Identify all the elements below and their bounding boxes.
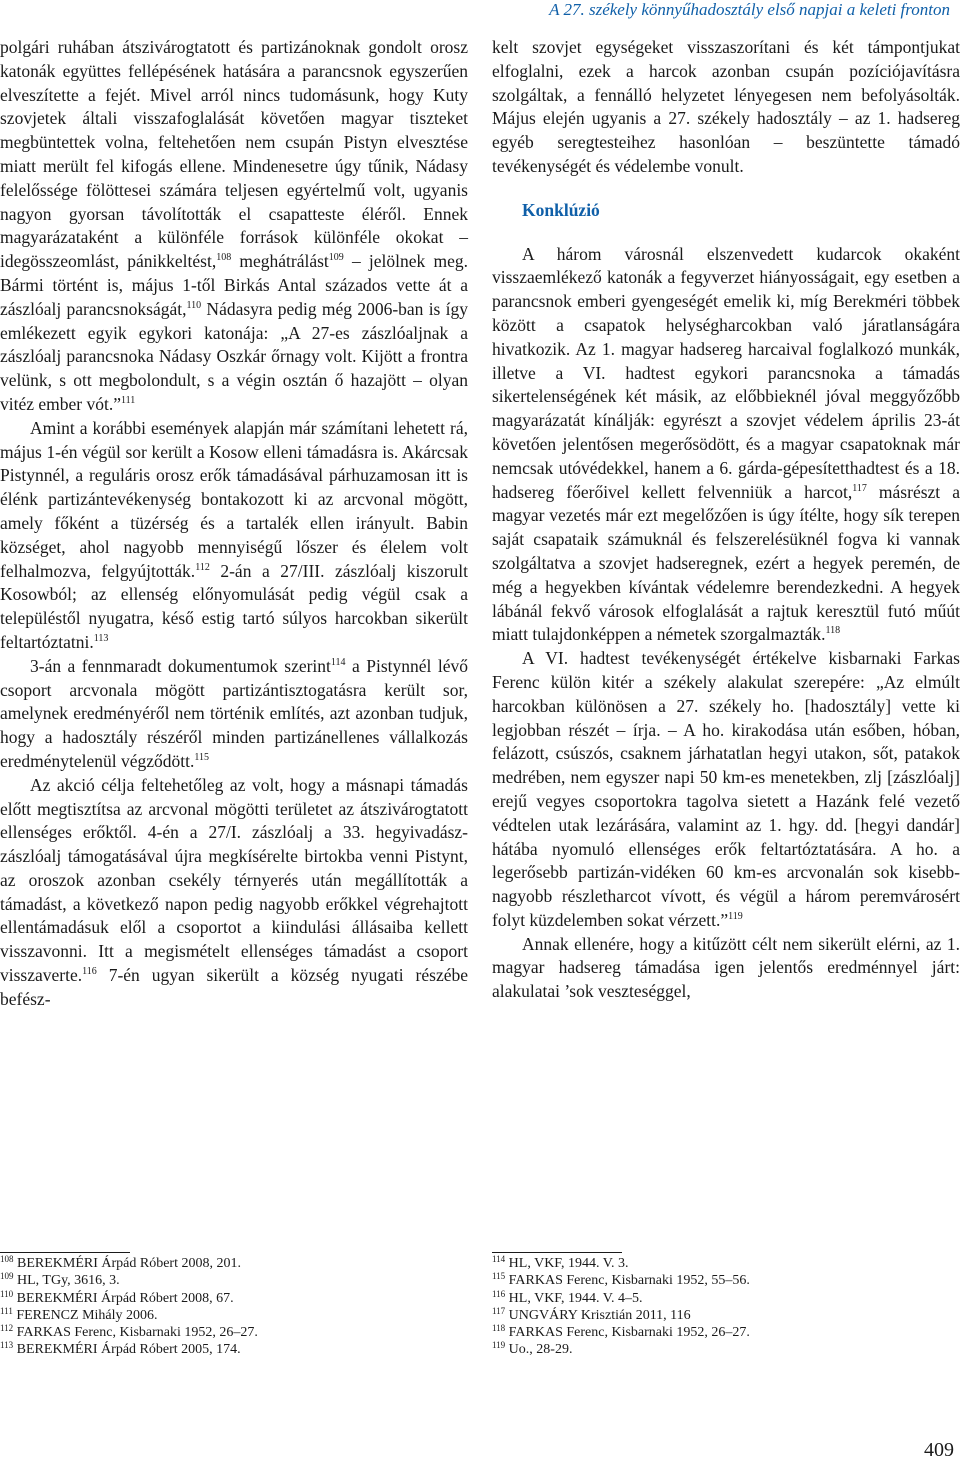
footnote-number: 113: [0, 1340, 14, 1351]
text-run: Amint a korábbi események alapján már számítani lehetett rá, május 1-én végül sor került a Kosow elleni támadásra is. Akárcsak Pistynnél, a reguláris orosz erők támadásával párhuzamosan itt is élénk partizántevékenység bontakozott ki az arcvonal mögött, amely főként a tüzérség és a tartalék ellen irányult. Babin községet, ahol nagyobb mennyiségű lőszer és élelem volt felhalmozva, felgyújtották.: [0, 417, 468, 581]
footnote-ref: 116: [82, 966, 97, 978]
footnote-text: Uo., 28-29.: [505, 1342, 573, 1358]
footnote: [492, 1307, 952, 1324]
footnote-ref: 111: [121, 394, 136, 406]
text-run: A VI. hadtest tevékenységét értékelve kisbarnaki Farkas Ferenc külön kitér a székely alakulat szerepére: „Az elmúlt harcokban különösen a 27. székely ho. [hadosztály] vette ki legjobban részét – írja. – A ho. kirakodása után esőben, hóban, felázott, csúszós, csaknem járhatatlan hegyi utakon, sőt, patakok medrében, nem egyszer napi 50 km-es menetekben, zlj [zászlóalj] erejű vegyes csoportokra tagolva sietett a Hazánk felé vezető védtelen utak lezárására, valamint az 1. hgy. dd. [hegyi dandár] hátába nyomuló ellenséges erők feltartóztatására. A ho. a legerősebb partizán-vidéken 60 km-es arcvonalán sok kisebb-nagyobb részletharcot vívott, és végül a három peremvárosért folyt küzdelemben sokat vérzett.”: [492, 648, 960, 930]
footnote: [0, 1341, 470, 1358]
running-title: A 27. székely könnyűhadosztály első napjai a keleti fronton: [549, 0, 950, 19]
footnote-ref: 110: [186, 299, 202, 311]
footnote-text: BEREKMÉRI Árpád Róbert 2008, 201.: [13, 1256, 241, 1271]
text-run: a Pistynnél lévő csoport arcvonala mögött partizántisztogatásra került sor, amelynek eredményéről nem történik említés, azt azonban tudjuk, hogy a hadosztály részéről minden partizánellenes vállalkozás eredménytelenül végződött.: [0, 655, 469, 771]
footnote-ref: 113: [93, 632, 109, 644]
footnote: [492, 1324, 952, 1341]
text-run: 7-én ugyan sikerült a község nyugati részébe befész-: [0, 965, 468, 1009]
footnote: [492, 1255, 952, 1272]
body-paragraph: [0, 36, 468, 417]
footnote: [492, 1341, 952, 1358]
text-run: 3-án a fennmaradt dokumentumok szerint: [30, 655, 331, 676]
footnote: [0, 1290, 470, 1307]
footnote: [0, 1272, 470, 1289]
footnote-number: 109: [0, 1271, 14, 1282]
right-column: [492, 36, 960, 1004]
footnote-text: HL, VKF, 1944. V. 3.: [505, 1256, 629, 1271]
footnote: [0, 1255, 470, 1272]
footnote-ref: 118: [825, 625, 841, 637]
footnote-text: BEREKMÉRI Árpád Róbert 2008, 67.: [13, 1290, 234, 1306]
body-paragraph: [492, 36, 960, 179]
text-run: polgári ruhában átszivárogtatott és partizánoknak gondolt orosz katonák együttes fellépésének hatására a parancsnok egyszerűen elveszítette a fejét. Mivel arról nincs tudomásunk, hogy Kuty szovjetek általi visszafoglalását követően magyar tiszteket megbüntettek volna, feltehetően nem csupán Pistyn elvesztése miatt merült fel kifogás ellene. Mindenesetre úgy tűnik, Nádasy felelőssége fölöttesei számára teljesen egyértelmű volt, ugyanis nagyon gyorsan távolították el csapatteste éléről. Ennek magyarázataként a különféle források különféle okokat – idegösszeomlást, pánikkeltést,: [0, 37, 468, 272]
footnotes-left: [0, 1255, 470, 1359]
footnote-ref: 119: [728, 910, 743, 922]
footnote: [492, 1272, 952, 1289]
footnote: [492, 1290, 952, 1307]
footnote-ref: 109: [328, 252, 344, 264]
text-run: kelt szovjet egységeket visszaszorítani és két támpontjukat elfoglalni, ezek a harcok azonban csupán pozíciójavításra szolgáltak, a fennálló helyzetet lényegesen nem befolyásolták. Május elején ugyanis a 27. székely hadosztály – az 1. hadsereg egyéb seregtesteihez hasonlóan – beszüntette támadó tevékenységét és védelembe vonult.: [492, 37, 960, 176]
body-paragraph: [492, 933, 960, 1004]
footnote-text: BEREKMÉRI Árpád Róbert 2005, 174.: [13, 1342, 241, 1358]
text-run: – jelölnek meg. Bármi történt is, május 1-től Birkás Antal százados vette át a zászlóalj parancsnokságát,: [0, 251, 468, 319]
footnote-ref: 108: [216, 252, 232, 264]
text-run: A három városnál elszenvedett kudarcok okaként visszaemlékező katonák a fegyverzet hiányosságait, egy esetben a parancsnok emberi gyengeségét emelik ki, míg Berekméri többek között a csapatok helységharcokban való járatlanságára hivatkozik. Az 1. magyar hadsereg harcaival foglalkozó munkák, illetve a VI. hadtest egykori parancsnoka a támadás sikertelenségének két másik, az előbbieknél jóval meggyőzőbb magyarázatát kínálják: egyrészt a szovjet védelem április 23-át követően jelentősen megerősödött, és a magyar csapatoknak már nemcsak utóvédekkel, hanem a 6. gárda-gépesítetthadtest és a 18. hadsereg főerőivel kellett felvenniük a harcot,: [492, 243, 960, 502]
footnote-text: FARKAS Ferenc, Kisbarnaki 1952, 26–27.: [13, 1325, 258, 1341]
footnote-divider: [492, 1252, 622, 1253]
body-paragraph: [0, 417, 468, 655]
footnote-number: 110: [0, 1288, 14, 1299]
footnote-number: 108: [0, 1254, 14, 1264]
footnote-number: 114: [492, 1254, 506, 1264]
text-run: Az akció célja feltehetőleg az volt, hogy a másnapi támadás előtt megtisztítsa az arcvonal mögötti területet az átszivárogtatott ellenséges erőktől. 4-én a 27/I. zászlóalj a 33. hegyivadász-zászlóalj támogatásával újra megkísérelte birtokba venni Pistynt, az oroszok azonban csekély térnyerés után megállították a támadást, a következő napon pedig nagyobb erőkkel végrehajtott ellentámadásuk elől a csoportot a kiindulási állásaiba kellett visszavonni. Itt a megismételt ellenséges támadást a csoport visszaverte.: [0, 774, 468, 986]
footnote-text: HL, TGy, 3616, 3.: [13, 1273, 120, 1289]
footnote-number: 118: [492, 1323, 506, 1334]
footnote-text: HL, VKF, 1944. V. 4–5.: [505, 1290, 643, 1306]
footnote-number: 117: [492, 1305, 506, 1316]
text-run: másrészt a magyar vezetés már ezt megelőzően is úgy ítélte, hogy sík terepen saját csapataik számuknál és felszerelésüknél fogva ki vannak szolgáltatva a szovjet hadseregnek, ezért a hegyek peremén, de még a hegyekben kívántak védelemre berendezkedni. A hegyek lábánál fekvő városok elfoglalását a rajtuk keresztül futó műút miatt tulajdonképpen a németek szorgalmazták.: [492, 481, 960, 645]
footnote-ref: 115: [194, 751, 210, 763]
footnote: [0, 1324, 470, 1341]
footnote-number: 116: [492, 1288, 506, 1299]
footnote-text: FERENCZ Mihály 2006.: [12, 1307, 158, 1323]
footnote-divider: [0, 1252, 130, 1253]
footnote-text: FARKAS Ferenc, Kisbarnaki 1952, 55–56.: [505, 1273, 750, 1289]
text-run: Annak ellenére, hogy a kitűzött célt nem sikerült elérni, az 1. magyar hadsereg támadása igen jelentős eredménnyel járt: alakulatai ’sok veszteséggel,: [492, 933, 960, 1002]
footnote: [0, 1307, 470, 1324]
footnote-text: FARKAS Ferenc, Kisbarnaki 1952, 26–27.: [505, 1325, 750, 1341]
footnotes-right: [492, 1255, 952, 1359]
section-heading: Konklúzió: [522, 199, 600, 220]
text-run: meghátrálást: [231, 251, 329, 272]
footnote-number: 111: [0, 1305, 13, 1316]
footnote-number: 112: [0, 1323, 14, 1334]
page-number: 409: [924, 1439, 954, 1461]
footnote-number: 115: [492, 1271, 506, 1282]
footnote-ref: 117: [852, 482, 867, 494]
footnote-text: UNGVÁRY Krisztián 2011, 116: [505, 1307, 691, 1323]
footnote-ref: 112: [195, 561, 210, 573]
left-column: [0, 36, 468, 1012]
footnote-ref: 114: [330, 656, 346, 668]
body-paragraph: [492, 243, 960, 648]
footnote-number: 119: [492, 1340, 506, 1351]
body-paragraph: [0, 655, 468, 774]
text-run: Nádasyra pedig még 2006-ban is így emlékezett egyik egykori katonája: „A 27-es zászlóaljnak a zászlóalj parancsnoka Nádasy Oszkár őrnagy volt. Kijött a frontra velünk, s ott megbolondult, s a végin osztán ő hazajött – olyan vitéz ember vót.”: [0, 298, 468, 414]
body-paragraph: [0, 774, 468, 1012]
body-paragraph: [492, 647, 960, 933]
text-run: 2-án a 27/III. zászlóalj kiszorult Kosowból; az ellenség előnyomulását pedig végül csak a településtől nyugatra, késő estig tartó súlyos harcokban sikerült feltartóztatni.: [0, 560, 468, 652]
